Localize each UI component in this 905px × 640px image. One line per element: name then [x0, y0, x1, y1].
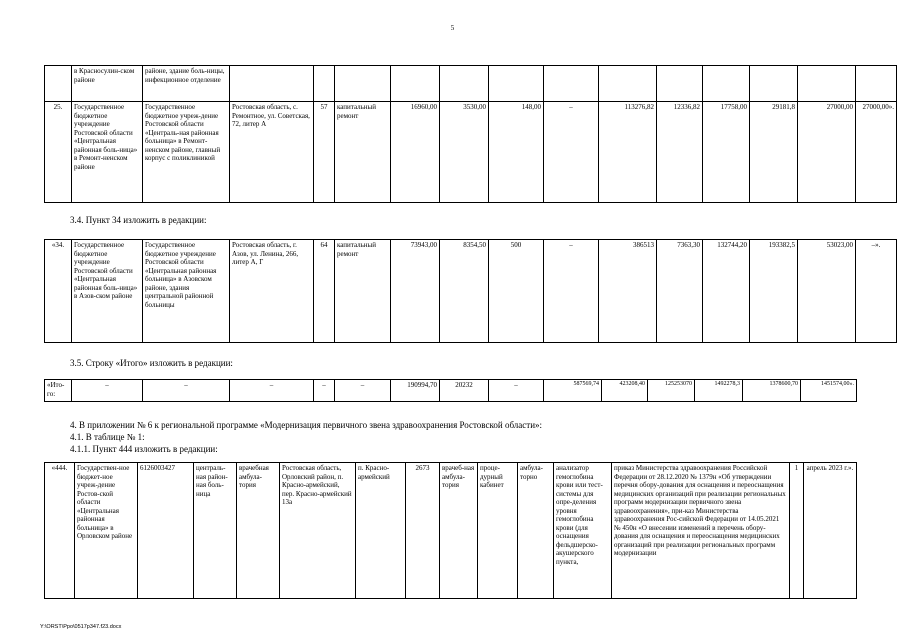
- section-heading-3-4: 3.4. Пункт 34 изложить в редакции:: [70, 215, 207, 225]
- cell-value: –: [314, 380, 335, 402]
- cell-settlement: п. Красно-армейский: [356, 463, 406, 599]
- cell-value: [856, 66, 897, 102]
- cell-object: Государственное бюджетное учреждение Ростовской области «Центральная районная больница» в Азовском районе, здания центральной районной больницы: [143, 240, 230, 343]
- table-row: [45, 240, 897, 343]
- cell-work-type: капитальный ремонт: [335, 240, 391, 343]
- cell-num: [314, 66, 335, 102]
- cell-no: 25.: [45, 102, 72, 203]
- cell-value: 1492278,3: [695, 380, 743, 402]
- cell-address: Ростовская область, Орловский район, п. Красно-армейский, пер. Красно-армейский 13а: [280, 463, 356, 599]
- cell-value: –: [335, 380, 391, 402]
- cell-value: 29181,8: [750, 102, 798, 203]
- cell-population: 2673: [406, 463, 440, 599]
- cell-value: 1378600,70: [743, 380, 801, 402]
- cell-label: «Ито-го:: [45, 380, 72, 402]
- section-heading-3-5: 3.5. Строку «Итого» изложить в редакции:: [70, 358, 233, 368]
- cell-care-mode: амбула-торно: [518, 463, 554, 599]
- cell-value: 386513: [599, 240, 657, 343]
- cell-value: 132744,20: [703, 240, 750, 343]
- cell-value: 423208,40: [602, 380, 648, 402]
- cell-no: «444.: [45, 463, 75, 599]
- cell-value: 148,00: [489, 102, 544, 203]
- cell-value: 27000,00: [798, 102, 856, 203]
- cell-value: 53023,00: [798, 240, 856, 343]
- table-row-444: [44, 462, 857, 599]
- cell-value: –: [544, 102, 599, 203]
- cell-inn: 6126003427: [138, 463, 194, 599]
- cell-institution: Государственное бюджетное учреждение Ростовской области «Центральная районная боль-ница» в Ремонт-ненском районе: [72, 102, 143, 203]
- cell-value: [489, 66, 544, 102]
- cell-quantity: 1: [790, 463, 804, 599]
- section-heading-4-1: 4.1. В таблице № 1:: [70, 432, 145, 442]
- cell-value: 113276,82: [599, 102, 657, 203]
- cell-value: [798, 66, 856, 102]
- section-heading-4: 4. В приложении № 6 к региональной программе «Модернизация первичного звена здравоохранения Ростовской области»:: [70, 420, 543, 430]
- cell-value: –: [230, 380, 314, 402]
- cell-value: [703, 66, 750, 102]
- cell-order: приказ Министерства здравоохранения Российской Федерации от 28.12.2020 № 1379н «Об утверждении перечня обору-дования для оснащения и переоснащения медицинских организаций при реализации региональных программ модернизации первичного звена здравоохранения», при-каз Министерства здравоохранения Рос-сийской Федерации от 14.05.2021 № 450н «О внесении изменений в перечень обору-дования для оснащения и переоснащения медицинских организаций при реализации региональных программ модернизации: [612, 463, 790, 599]
- cell-room: проце-дурный кабинет: [478, 463, 518, 599]
- cell-value: 190994,70: [391, 380, 440, 402]
- cell-value: –: [72, 380, 143, 402]
- cell-value: 20232: [440, 380, 489, 402]
- cell-value: 193382,5: [750, 240, 798, 343]
- cell-value: [750, 66, 798, 102]
- cell-value: [391, 66, 440, 102]
- cell-work-type: [335, 66, 391, 102]
- cell-value: 125253070: [648, 380, 695, 402]
- cell-value: [599, 66, 657, 102]
- cell-unit: врачеб-ная амбула-тория: [440, 463, 478, 599]
- cell-value: 73943,00: [391, 240, 440, 343]
- cell-object: районе, здание боль-ницы, инфекционное отделение: [143, 66, 230, 102]
- cell-object: Государственное бюджетное учреж-дение Ростовской области «Централь-ная районная больница» в Ремонт-ненском районе, главный корпус с поликлиникой: [143, 102, 230, 203]
- cell-date: апрель 2023 г.».: [804, 463, 857, 599]
- table-row: [45, 463, 857, 599]
- cell-value: 27000,00».: [856, 102, 897, 203]
- cell-address: Ростовская область, с. Ремонтное, ул. Советская, 72, литер А: [230, 102, 314, 203]
- cell-value: –: [544, 240, 599, 343]
- cell-value: [544, 66, 599, 102]
- cell-value: 587569,74: [544, 380, 602, 402]
- table-row: [45, 380, 857, 402]
- table-section-3-3: [44, 65, 897, 203]
- cell-institution: Государствен-ное бюджет-ное учреж-дение Ростов-ской области «Центральная районная больница» в Орловском районе: [75, 463, 138, 599]
- cell-org-type: централь-ная район-ная боль-ница: [194, 463, 237, 599]
- table-row-34: [44, 239, 897, 343]
- cell-value: [440, 66, 489, 102]
- cell-work-type: капитальный ремонт: [335, 102, 391, 203]
- table-itogo: [44, 379, 857, 402]
- cell-num: 57: [314, 102, 335, 203]
- cell-institution: в Красносулин-ском районе: [72, 66, 143, 102]
- cell-value: 7363,30: [657, 240, 703, 343]
- cell-institution: Государственное бюджетное учреждение Ростовской области «Центральная районная боль-ница» в Азов-ском районе: [72, 240, 143, 343]
- cell-value: 1451574,00».: [801, 380, 857, 402]
- cell-value: –».: [856, 240, 897, 343]
- cell-no: «34.: [45, 240, 72, 343]
- cell-value: –: [489, 380, 544, 402]
- cell-value: 17758,00: [703, 102, 750, 203]
- table-row: [45, 66, 897, 102]
- cell-value: 3530,00: [440, 102, 489, 203]
- cell-value: 500: [489, 240, 544, 343]
- cell-value: –: [143, 380, 230, 402]
- cell-equipment: анализатор гемоглобина крови или тест-системы для опре-деления уровня гемоглобина крови (для оснащения фельдшерско-акушерского пункта,: [554, 463, 612, 599]
- table-row: [45, 102, 897, 203]
- file-path-footer: Y:\ORST\Ppo\0517p347.f23.docx: [40, 624, 122, 630]
- cell-value: 16960,00: [391, 102, 440, 203]
- cell-value: 8354,50: [440, 240, 489, 343]
- section-heading-4-1-1: 4.1.1. Пункт 444 изложить в редакции:: [70, 444, 218, 454]
- cell-value: 12336,82: [657, 102, 703, 203]
- cell-unit-type: врачебная амбула-тория: [237, 463, 280, 599]
- cell-num: 64: [314, 240, 335, 343]
- page-number: 5: [450, 24, 455, 32]
- cell-address: Ростовская область, г. Азов, ул. Ленина, 266, литер А, Г: [230, 240, 314, 343]
- cell-value: [657, 66, 703, 102]
- cell-address: [230, 66, 314, 102]
- cell-no: [45, 66, 72, 102]
